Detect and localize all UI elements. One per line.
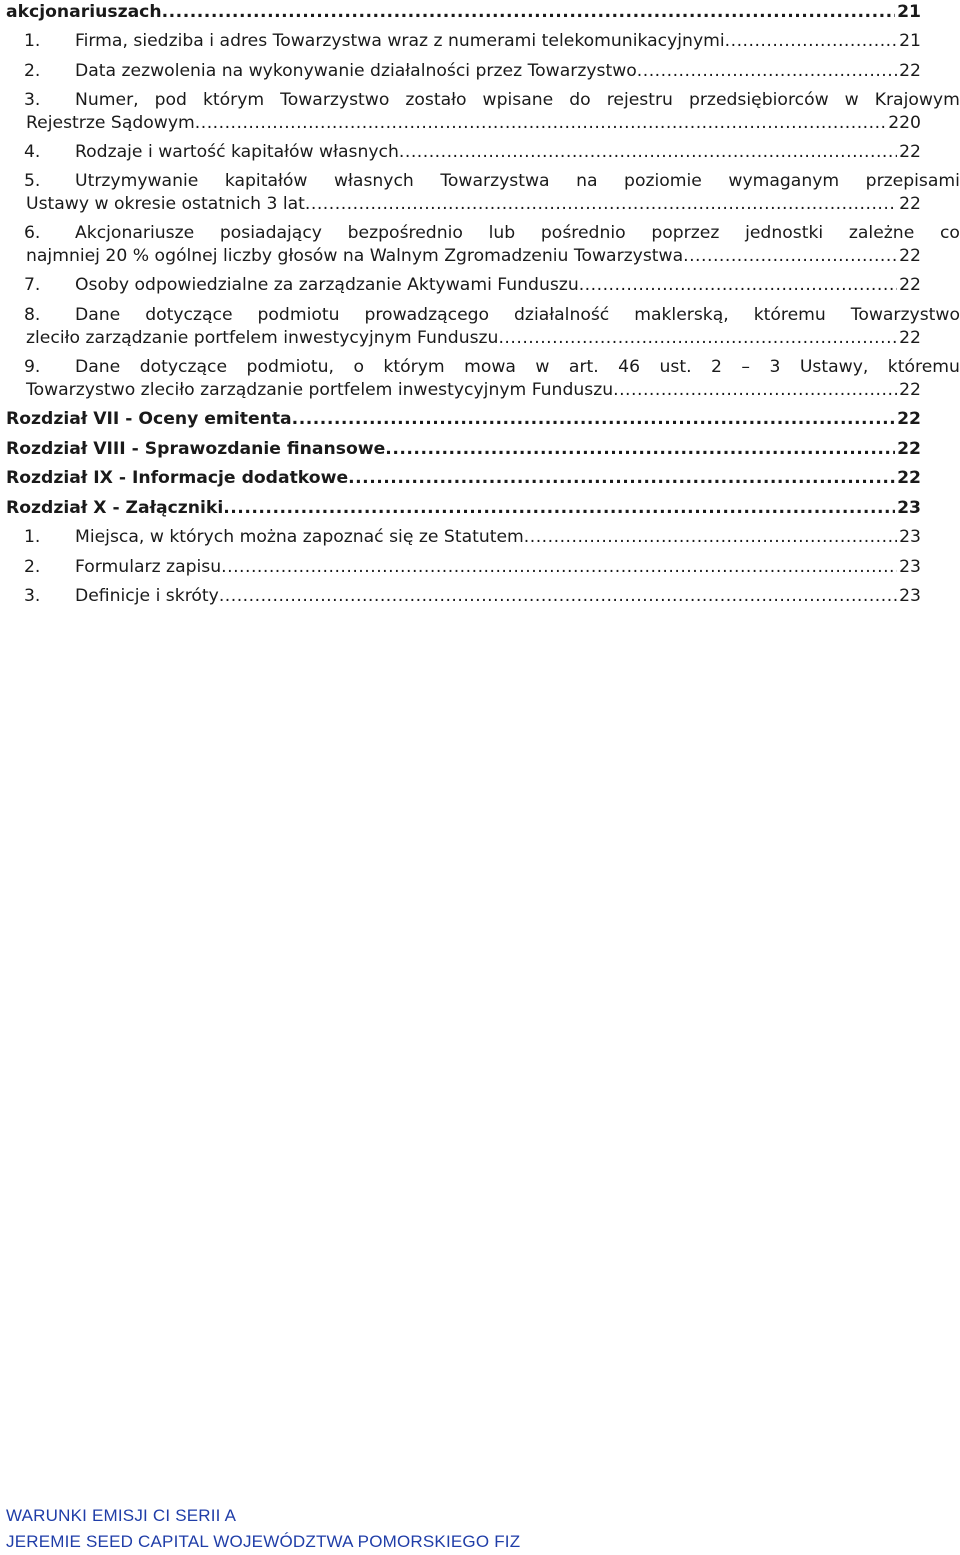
toc-entry-number: 8. bbox=[24, 305, 41, 325]
toc-page-number: 22 bbox=[899, 328, 921, 348]
dot-leader bbox=[223, 496, 895, 520]
toc-page-number: 220 bbox=[888, 113, 921, 133]
toc-entry-4[interactable] bbox=[0, 140, 960, 164]
toc-entry-3-line-1[interactable] bbox=[0, 88, 960, 112]
toc-entry-7[interactable] bbox=[0, 273, 960, 297]
toc-entry-title: Akcjonariusze posiadający bezpośrednio lub pośrednio poprzez jednostki zależne co bbox=[75, 223, 960, 243]
toc-chapter-title: Rozdział X - Załączniki bbox=[6, 498, 224, 518]
toc-page-number: 21 bbox=[899, 31, 921, 51]
toc-chapter-title: Rozdział IX - Informacje dodatkowe bbox=[6, 468, 349, 488]
toc-entry-1[interactable] bbox=[0, 29, 960, 53]
toc-page-number: 22 bbox=[899, 246, 921, 266]
toc-entry-3-line-2[interactable] bbox=[0, 111, 960, 135]
toc-entry-number: 4. bbox=[24, 142, 41, 162]
dot-leader bbox=[498, 326, 897, 350]
dot-leader bbox=[221, 555, 897, 579]
toc-entry-title: Miejsca, w których można zapoznać się ze Statutem bbox=[75, 527, 524, 547]
toc-entry-title: akcjonariuszach bbox=[6, 2, 162, 22]
dot-leader bbox=[292, 407, 895, 431]
toc-entry-akcjonariuszach[interactable] bbox=[0, 0, 960, 24]
toc-entry-number: 2. bbox=[24, 557, 41, 577]
toc-page-number: 22 bbox=[899, 61, 921, 81]
toc-page-number: 23 bbox=[899, 586, 921, 606]
toc-entry-title: Firma, siedziba i adres Towarzystwa wraz z numerami telekomunikacyjnymi bbox=[75, 31, 725, 51]
dot-leader bbox=[219, 584, 897, 608]
toc-entry-title-cont: najmniej 20 % ogólnej liczby głosów na Walnym Zgromadzeniu Towarzystwa bbox=[26, 246, 684, 266]
dot-leader bbox=[305, 192, 897, 216]
toc-page-number: 22 bbox=[899, 142, 921, 162]
toc-entry-number: 5. bbox=[24, 171, 41, 191]
toc-chapter-ix[interactable] bbox=[0, 466, 960, 490]
toc-entry-title-cont: Ustawy w okresie ostatnich 3 lat bbox=[26, 194, 305, 214]
toc-entry-title: Dane dotyczące podmiotu prowadzącego działalność maklerską, któremu Towarzystwo bbox=[75, 305, 960, 325]
dot-leader bbox=[399, 140, 897, 164]
toc-entry-2[interactable] bbox=[0, 59, 960, 83]
toc-page-number: 22 bbox=[897, 468, 921, 488]
toc-entry-x-2[interactable] bbox=[0, 555, 960, 579]
toc-entry-title-cont: Towarzystwo zleciło zarządzanie portfelem inwestycyjnym Funduszu bbox=[26, 380, 614, 400]
toc-entry-number: 1. bbox=[24, 527, 41, 547]
dot-leader bbox=[637, 59, 897, 83]
toc-entry-title: Rodzaje i wartość kapitałów własnych bbox=[75, 142, 399, 162]
dot-leader bbox=[195, 111, 886, 135]
toc-entry-title-cont: zleciło zarządzanie portfelem inwestycyjnym Funduszu bbox=[26, 328, 499, 348]
toc-entry-number: 1. bbox=[24, 31, 41, 51]
toc-entry-number: 2. bbox=[24, 61, 41, 81]
dot-leader bbox=[348, 466, 895, 490]
toc-page-number: 22 bbox=[899, 380, 921, 400]
toc-chapter-viii[interactable] bbox=[0, 437, 960, 461]
toc-chapter-title: Rozdział VIII - Sprawozdanie finansowe bbox=[6, 439, 386, 459]
toc-entry-title: Utrzymywanie kapitałów własnych Towarzystwa na poziomie wymaganym przepisami bbox=[75, 171, 960, 191]
toc-entry-title: Formularz zapisu bbox=[75, 557, 222, 577]
toc-entry-title: Definicje i skróty bbox=[75, 586, 219, 606]
toc-entry-number: 9. bbox=[24, 357, 41, 377]
toc-chapter-x[interactable] bbox=[0, 496, 960, 520]
dot-leader bbox=[579, 273, 897, 297]
toc-entry-title: Data zezwolenia na wykonywanie działalności przez Towarzystwo bbox=[75, 61, 637, 81]
toc-entry-6-line-2[interactable] bbox=[0, 244, 960, 268]
toc-chapter-vii[interactable] bbox=[0, 407, 960, 431]
toc-entry-number: 6. bbox=[24, 223, 41, 243]
toc-entry-5-line-1[interactable] bbox=[0, 169, 960, 193]
toc-page-number: 22 bbox=[897, 439, 921, 459]
toc-entry-title: Dane dotyczące podmiotu, o którym mowa w art. 46 ust. 2 – 3 Ustawy, któremu bbox=[75, 357, 960, 377]
toc-page-number: 23 bbox=[899, 527, 921, 547]
footer-line-2: JEREMIE SEED CAPITAL WOJEWÓDZTWA POMORSKIEGO FIZ bbox=[6, 1532, 521, 1551]
toc-page-number: 21 bbox=[897, 2, 921, 22]
toc-entry-6-line-1[interactable] bbox=[0, 221, 960, 245]
toc-entry-number: 7. bbox=[24, 275, 41, 295]
toc-page-number: 22 bbox=[897, 409, 921, 429]
dot-leader bbox=[162, 0, 895, 24]
toc-chapter-title: Rozdział VII - Oceny emitenta bbox=[6, 409, 292, 429]
toc-entry-x-1[interactable] bbox=[0, 525, 960, 549]
toc-entry-number: 3. bbox=[24, 90, 41, 110]
toc-entry-5-line-2[interactable] bbox=[0, 192, 960, 216]
toc-page-number: 22 bbox=[899, 194, 921, 214]
toc-entry-8-line-2[interactable] bbox=[0, 326, 960, 350]
toc-page-number: 23 bbox=[897, 498, 921, 518]
dot-leader bbox=[613, 378, 897, 402]
dot-leader bbox=[683, 244, 897, 268]
toc-page-number: 22 bbox=[899, 275, 921, 295]
dot-leader bbox=[385, 437, 895, 461]
toc-entry-title-cont: Rejestrze Sądowym bbox=[26, 113, 195, 133]
toc-entry-title: Numer, pod którym Towarzystwo zostało wpisane do rejestru przedsiębiorców w Krajowym bbox=[75, 90, 960, 110]
toc-entry-9-line-2[interactable] bbox=[0, 378, 960, 402]
toc-entry-title: Osoby odpowiedzialne za zarządzanie Aktywami Funduszu bbox=[75, 275, 579, 295]
toc-entry-number: 3. bbox=[24, 586, 41, 606]
toc-entry-9-line-1[interactable] bbox=[0, 355, 960, 379]
footer-line-1: WARUNKI EMISJI CI SERII A bbox=[6, 1506, 237, 1525]
toc-entry-8-line-1[interactable] bbox=[0, 303, 960, 327]
dot-leader bbox=[524, 525, 897, 549]
toc-entry-x-3[interactable] bbox=[0, 584, 960, 608]
dot-leader bbox=[725, 29, 897, 53]
toc-page-number: 23 bbox=[899, 557, 921, 577]
